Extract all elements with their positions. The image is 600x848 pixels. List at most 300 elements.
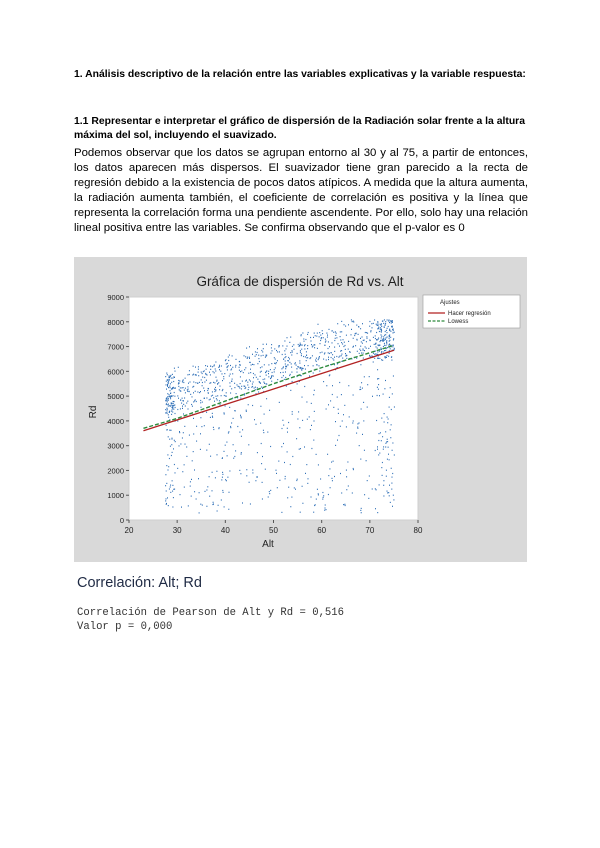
data-point xyxy=(353,394,354,395)
data-point xyxy=(298,344,299,345)
data-point xyxy=(210,417,211,418)
data-point xyxy=(318,464,319,465)
data-point xyxy=(285,356,286,357)
data-point xyxy=(285,357,286,358)
data-point xyxy=(277,487,278,488)
data-point xyxy=(261,443,262,444)
data-point xyxy=(389,330,390,331)
data-point xyxy=(393,375,394,376)
data-point xyxy=(282,345,283,346)
data-point xyxy=(391,409,392,410)
data-point xyxy=(234,387,235,388)
data-point xyxy=(310,429,311,430)
data-point xyxy=(297,479,298,480)
data-point xyxy=(363,353,364,354)
data-point xyxy=(171,414,172,415)
data-point xyxy=(192,396,193,397)
data-point xyxy=(220,371,221,372)
data-point xyxy=(365,346,366,347)
data-point xyxy=(323,381,324,382)
data-point xyxy=(186,456,187,457)
data-point xyxy=(172,438,173,439)
data-point xyxy=(227,455,228,456)
data-point xyxy=(221,479,222,480)
data-point xyxy=(212,395,213,396)
data-point xyxy=(345,353,346,354)
data-point xyxy=(379,395,380,396)
data-point xyxy=(373,337,374,338)
data-point xyxy=(244,393,245,394)
data-point xyxy=(284,340,285,341)
data-point xyxy=(284,379,285,380)
data-point xyxy=(225,445,226,446)
data-point xyxy=(382,360,383,361)
data-point xyxy=(303,338,304,339)
data-point xyxy=(314,390,315,391)
data-point xyxy=(327,337,328,338)
data-point xyxy=(167,401,168,402)
data-point xyxy=(168,382,169,383)
y-tick-label: 1000 xyxy=(107,491,124,501)
data-point xyxy=(167,400,168,401)
data-point xyxy=(165,500,166,501)
data-point xyxy=(394,454,395,455)
data-point xyxy=(227,366,228,367)
data-point xyxy=(256,354,257,355)
data-point xyxy=(361,512,362,513)
data-point xyxy=(217,399,218,400)
data-point xyxy=(278,346,279,347)
data-point xyxy=(370,340,371,341)
data-point xyxy=(305,339,306,340)
data-point xyxy=(216,398,217,399)
data-point xyxy=(287,428,288,429)
data-point xyxy=(340,426,341,427)
data-point xyxy=(274,371,275,372)
data-point xyxy=(193,366,194,367)
data-point xyxy=(171,444,172,445)
data-point xyxy=(209,444,210,445)
data-point xyxy=(362,388,363,389)
data-point xyxy=(184,487,185,488)
data-point xyxy=(352,422,353,423)
data-point xyxy=(275,359,276,360)
data-point xyxy=(219,365,220,366)
data-point xyxy=(239,364,240,365)
data-point xyxy=(309,416,310,417)
data-point xyxy=(235,365,236,366)
data-point xyxy=(285,354,286,355)
data-point xyxy=(327,454,328,455)
data-point xyxy=(383,480,384,481)
data-point xyxy=(245,367,246,368)
data-point xyxy=(302,420,303,421)
data-point xyxy=(311,448,312,449)
data-point xyxy=(250,503,251,504)
data-point xyxy=(222,472,223,473)
data-point xyxy=(272,350,273,351)
data-point xyxy=(268,364,269,365)
data-point xyxy=(390,387,391,388)
data-point xyxy=(357,339,358,340)
data-point xyxy=(312,355,313,356)
data-point xyxy=(307,348,308,349)
data-point xyxy=(167,413,168,414)
data-point xyxy=(274,357,275,358)
data-point xyxy=(257,363,258,364)
data-point xyxy=(386,476,387,477)
data-point xyxy=(359,353,360,354)
data-point xyxy=(385,339,386,340)
data-point xyxy=(373,353,374,354)
data-point xyxy=(169,488,170,489)
data-point xyxy=(228,509,229,510)
data-point xyxy=(231,368,232,369)
data-point xyxy=(357,351,358,352)
data-point xyxy=(299,360,300,361)
data-point xyxy=(326,509,327,510)
data-point xyxy=(220,404,221,405)
data-point xyxy=(184,390,185,391)
data-point xyxy=(302,486,303,487)
data-point xyxy=(189,374,190,375)
data-point xyxy=(285,371,286,372)
data-point xyxy=(236,359,237,360)
data-point xyxy=(256,377,257,378)
data-point xyxy=(333,332,334,333)
data-point xyxy=(275,363,276,364)
data-point xyxy=(378,338,379,339)
data-point xyxy=(214,372,215,373)
data-point xyxy=(381,329,382,330)
data-point xyxy=(355,345,356,346)
data-point xyxy=(172,408,173,409)
data-point xyxy=(378,378,379,379)
data-point xyxy=(346,470,347,471)
data-point xyxy=(182,400,183,401)
data-point xyxy=(346,426,347,427)
data-point xyxy=(292,411,293,412)
data-point xyxy=(169,412,170,413)
data-point xyxy=(199,512,200,513)
data-point xyxy=(264,383,265,384)
y-tick-label: 6000 xyxy=(107,367,124,377)
data-point xyxy=(344,342,345,343)
data-point xyxy=(324,352,325,353)
data-point xyxy=(297,353,298,354)
data-point xyxy=(274,348,275,349)
data-point xyxy=(348,385,349,386)
data-point xyxy=(258,358,259,359)
data-point xyxy=(203,388,204,389)
data-point xyxy=(234,383,235,384)
data-point xyxy=(352,321,353,322)
data-point xyxy=(276,470,277,471)
data-point xyxy=(291,354,292,355)
data-point xyxy=(389,485,390,486)
data-point xyxy=(201,426,202,427)
data-point xyxy=(250,372,251,373)
data-point xyxy=(228,365,229,366)
data-point xyxy=(381,323,382,324)
data-point xyxy=(248,404,249,405)
data-point xyxy=(188,408,189,409)
data-point xyxy=(182,398,183,399)
data-point xyxy=(387,328,388,329)
data-point xyxy=(172,374,173,375)
data-point xyxy=(361,408,362,409)
data-point xyxy=(217,510,218,511)
data-point xyxy=(380,325,381,326)
data-point xyxy=(226,480,227,481)
data-point xyxy=(166,425,167,426)
data-point xyxy=(233,444,234,445)
data-point xyxy=(360,459,361,460)
data-point xyxy=(242,429,243,430)
data-point xyxy=(339,356,340,357)
data-point xyxy=(336,333,337,334)
data-point xyxy=(210,369,211,370)
data-point xyxy=(181,403,182,404)
data-point xyxy=(342,420,343,421)
data-point xyxy=(374,354,375,355)
data-point xyxy=(285,476,286,477)
data-point xyxy=(240,383,241,384)
data-point xyxy=(292,352,293,353)
data-point xyxy=(194,469,195,470)
data-point xyxy=(273,376,274,377)
data-point xyxy=(215,390,216,391)
data-point xyxy=(234,456,235,457)
data-point xyxy=(173,395,174,396)
data-point xyxy=(169,375,170,376)
data-point xyxy=(276,362,277,363)
data-point xyxy=(186,446,187,447)
data-point xyxy=(290,464,291,465)
data-point xyxy=(353,346,354,347)
data-point xyxy=(254,419,255,420)
data-point xyxy=(239,470,240,471)
data-point xyxy=(169,394,170,395)
data-point xyxy=(388,454,389,455)
data-point xyxy=(271,347,272,348)
data-point xyxy=(212,490,213,491)
data-point xyxy=(340,336,341,337)
data-point xyxy=(170,446,171,447)
data-point xyxy=(268,376,269,377)
data-point xyxy=(334,357,335,358)
data-point xyxy=(252,364,253,365)
data-point xyxy=(375,450,376,451)
data-point xyxy=(385,356,386,357)
data-point xyxy=(339,346,340,347)
data-point xyxy=(344,324,345,325)
data-point xyxy=(389,407,390,408)
data-point xyxy=(380,329,381,330)
data-point xyxy=(260,367,261,368)
data-point xyxy=(376,332,377,333)
data-point xyxy=(169,458,170,459)
data-point xyxy=(389,338,390,339)
data-point xyxy=(302,345,303,346)
data-point xyxy=(387,422,388,423)
data-point xyxy=(326,385,327,386)
data-point xyxy=(210,382,211,383)
data-point xyxy=(263,430,264,431)
data-point xyxy=(384,319,385,320)
data-point xyxy=(328,357,329,358)
data-point xyxy=(344,405,345,406)
data-point xyxy=(335,421,336,422)
data-point xyxy=(192,374,193,375)
data-point xyxy=(228,431,229,432)
data-point xyxy=(392,450,393,451)
data-point xyxy=(200,400,201,401)
data-point xyxy=(283,367,284,368)
data-point xyxy=(300,512,301,513)
data-point xyxy=(301,375,302,376)
data-point xyxy=(394,348,395,349)
data-point xyxy=(328,404,329,405)
data-point xyxy=(178,386,179,387)
data-point xyxy=(289,362,290,363)
data-point xyxy=(307,334,308,335)
data-point xyxy=(391,323,392,324)
data-point xyxy=(311,340,312,341)
data-point xyxy=(183,387,184,388)
data-point xyxy=(377,369,378,370)
data-point xyxy=(279,351,280,352)
data-point xyxy=(177,420,178,421)
data-point xyxy=(382,475,383,476)
data-point xyxy=(175,371,176,372)
data-point xyxy=(319,332,320,333)
data-point xyxy=(240,398,241,399)
data-point xyxy=(246,380,247,381)
data-point xyxy=(179,432,180,433)
data-point xyxy=(320,343,321,344)
data-point xyxy=(359,445,360,446)
data-point xyxy=(338,413,339,414)
data-point xyxy=(322,333,323,334)
data-point xyxy=(322,499,323,500)
data-point xyxy=(280,372,281,373)
data-point xyxy=(310,337,311,338)
data-point xyxy=(260,376,261,377)
data-point xyxy=(247,384,248,385)
data-point xyxy=(269,410,270,411)
data-point xyxy=(352,492,353,493)
data-point xyxy=(206,397,207,398)
data-point xyxy=(388,356,389,357)
data-point xyxy=(385,345,386,346)
data-point xyxy=(369,475,370,476)
data-point xyxy=(274,363,275,364)
data-point xyxy=(390,437,391,438)
data-point xyxy=(335,331,336,332)
data-point xyxy=(242,502,243,503)
data-point xyxy=(349,416,350,417)
data-point xyxy=(182,381,183,382)
data-point xyxy=(329,329,330,330)
data-point xyxy=(362,336,363,337)
data-point xyxy=(209,399,210,400)
data-point xyxy=(386,343,387,344)
data-point xyxy=(311,425,312,426)
data-point xyxy=(265,357,266,358)
data-point xyxy=(223,376,224,377)
data-point xyxy=(333,407,334,408)
data-point xyxy=(393,338,394,339)
data-point xyxy=(279,345,280,346)
data-point xyxy=(331,352,332,353)
data-point xyxy=(187,401,188,402)
data-point xyxy=(381,418,382,419)
data-point xyxy=(183,404,184,405)
data-point xyxy=(178,383,179,384)
data-point xyxy=(292,350,293,351)
data-point xyxy=(389,397,390,398)
data-point xyxy=(271,381,272,382)
data-point xyxy=(173,403,174,404)
data-point xyxy=(338,343,339,344)
data-point xyxy=(290,390,291,391)
data-point xyxy=(168,505,169,506)
data-point xyxy=(300,343,301,344)
data-point xyxy=(187,374,188,375)
data-point xyxy=(390,429,391,430)
data-point xyxy=(239,432,240,433)
data-point xyxy=(261,355,262,356)
data-point xyxy=(348,324,349,325)
data-point xyxy=(166,503,167,504)
data-point xyxy=(172,480,173,481)
y-axis-label: Rd xyxy=(88,405,99,419)
data-point xyxy=(166,373,167,374)
data-point xyxy=(166,389,167,390)
data-point xyxy=(290,374,291,375)
data-point xyxy=(295,489,296,490)
data-point xyxy=(252,469,253,470)
data-point xyxy=(296,480,297,481)
data-point xyxy=(186,402,187,403)
data-point xyxy=(366,332,367,333)
x-tick-label: 20 xyxy=(124,526,134,535)
data-point xyxy=(248,444,249,445)
data-point xyxy=(320,340,321,341)
data-point xyxy=(239,367,240,368)
data-point xyxy=(180,387,181,388)
data-point xyxy=(259,361,260,362)
data-point xyxy=(382,462,383,463)
data-point xyxy=(391,489,392,490)
data-point xyxy=(329,468,330,469)
data-point xyxy=(346,335,347,336)
data-point xyxy=(379,484,380,485)
data-point xyxy=(261,463,262,464)
data-point xyxy=(277,360,278,361)
data-point xyxy=(243,372,244,373)
data-point xyxy=(180,399,181,400)
data-point xyxy=(372,396,373,397)
data-point xyxy=(198,366,199,367)
data-point xyxy=(366,336,367,337)
data-point xyxy=(223,492,224,493)
data-point xyxy=(376,324,377,325)
data-point xyxy=(379,358,380,359)
data-point xyxy=(204,381,205,382)
data-point xyxy=(182,380,183,381)
